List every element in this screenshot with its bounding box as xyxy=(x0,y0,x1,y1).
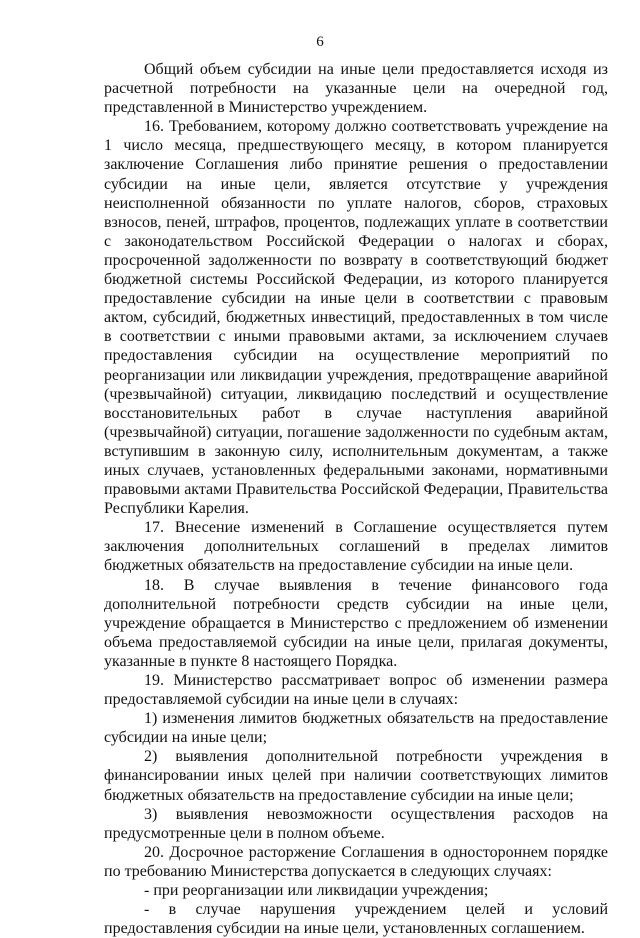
paragraph-subsidy-volume: Общий объем субсидии на иные цели предоставляется исходя из расчетной потребности на указанные цели на очередной год, представленной в Министерство учреждением. xyxy=(104,61,608,117)
paragraph-17: 17. Внесение изменений в Соглашение осуществляется путем заключения дополнительных соглашений в пределах лимитов бюджетных обязательств на предоставление субсидии на иные цели. xyxy=(104,519,608,575)
paragraph-18: 18. В случае выявления в течение финансового года дополнительной потребности средств субсидии на иные цели, учреждение обращается в Министерство с предложением об изменении объема предоставляемой субсидии на иные цели, прилагая документы, указанные в пункте 8 настоящего Порядка. xyxy=(104,576,608,670)
paragraph-19-item-3: 3) выявления невозможности осуществления расходов на предусмотренные цели в полном объеме. xyxy=(104,805,608,842)
paragraph-19: 19. Министерство рассматривает вопрос об изменении размера предоставляемой субсидии на иные цели в случаях: xyxy=(104,672,608,709)
paragraph-19-item-1: 1) изменения лимитов бюджетных обязательств на предоставление субсидии на иные цели; xyxy=(104,710,608,747)
paragraph-16: 16. Требованием, которому должно соответствовать учреждение на 1 число месяца, предшествующего месяцу, в котором планируется заключение Соглашения либо принятие решения о предоставлении субсидии на иные цели, является отсутствие у учреждения неисполненной обязанности по уплате налогов, сборов, страховых взносов, пеней, штрафов, процентов, подлежащих уплате в соответствии с законодательством Российской Федерации о налогах и сборах, просроченной задолженности по возврату в соответствующий бюджет бюджетной системы Российской Федерации, из которого планируется предоставление субсидии на иные цели в соответствии с правовым актом, субсидий, бюджетных инвестиций, предоставленных в том числе в соответствии с иными правовыми актами, за исключением случаев предоставления субсидии на осуществление мероприятий по реорганизации или ликвидации учреждения, предотвращение аварийной (чрезвычайной) ситуации, ликвидацию последствий и осуществление восстановительных работ в случае наступления аварийной (чрезвычайной) ситуации, погашение задолженности по судебным актам, вступившим в законную силу, исполнительным документам, а также иных случаев, установленных федеральными законами, нормативными правовыми актами Правительства Российской Федерации, Правительства Республики Карелия. xyxy=(104,118,608,518)
paragraph-20: 20. Досрочное расторжение Соглашения в одностороннем порядке по требованию Министерства допускается в следующих случаях: xyxy=(104,843,608,880)
paragraph-20-item-1: - при реорганизации или ликвидации учреждения; xyxy=(144,882,489,900)
document-body xyxy=(104,60,608,938)
paragraph-19-item-2: 2) выявления дополнительной потребности учреждения в финансировании иных целей при наличии соответствующих лимитов бюджетных обязательств на предоставление субсидии на иные цели; xyxy=(104,748,608,804)
page-number: 6 xyxy=(316,34,324,50)
paragraph-20-item-2: - в случае нарушения учреждением целей и условий предоставления субсидии на иные цели, установленных соглашением. xyxy=(104,901,608,938)
